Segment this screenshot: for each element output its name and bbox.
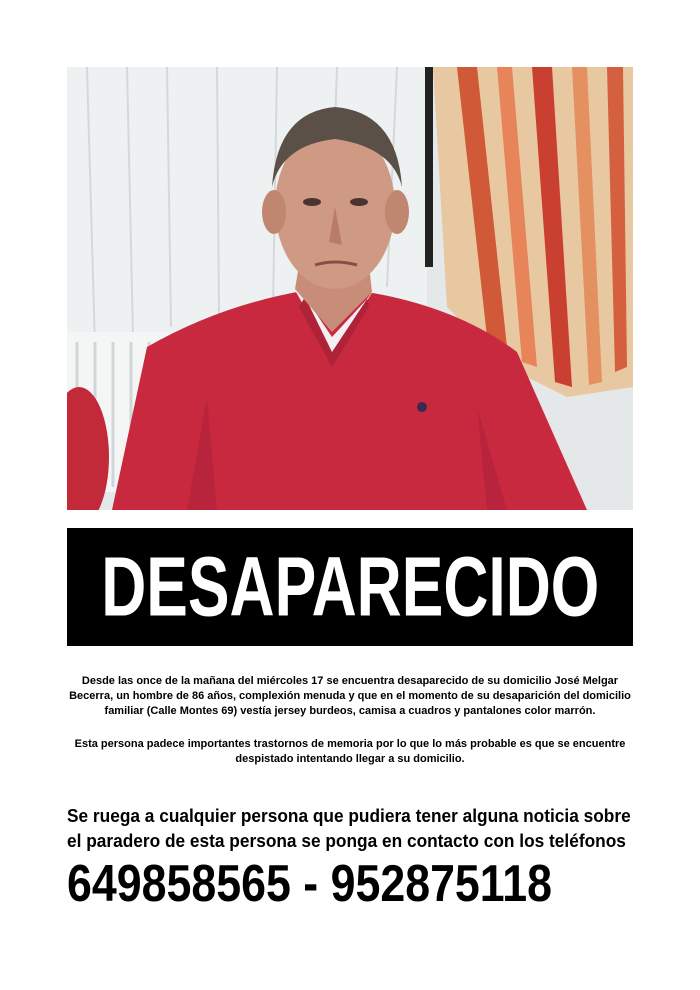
description-line: Becerra, un hombre de 86 años, complexión menuda y que en el momento de su desaparición del domicilio	[69, 690, 631, 702]
contact-appeal	[67, 804, 633, 854]
appeal-line: el paradero de esta persona se ponga en contacto con los teléfonos	[67, 831, 626, 851]
contact-phone-numbers: 649858565 - 952875118	[67, 855, 552, 913]
description-paragraph-2	[67, 737, 633, 767]
description-line: Desde las once de la mañana del miércoles 17 se encuentra desaparecido de su domicilio José Melgar	[81, 675, 619, 687]
missing-person-photo	[67, 67, 633, 510]
description-line: Esta persona padece importantes trastornos de memoria por lo que lo más probable es que se encuentre	[74, 738, 626, 750]
photo-illustration	[67, 67, 633, 510]
description-line: despistado intentando llegar a su domicilio.	[235, 753, 465, 765]
banner-title: DESAPARECIDO	[100, 539, 600, 634]
title-banner	[67, 528, 633, 646]
description-line: familiar (Calle Montes 69) vestía jersey burdeos, camisa a cuadros y pantalones color marrón.	[104, 705, 596, 717]
description-paragraph-1	[67, 674, 633, 719]
appeal-line: Se ruega a cualquier persona que pudiera tener alguna noticia sobre	[67, 806, 631, 826]
